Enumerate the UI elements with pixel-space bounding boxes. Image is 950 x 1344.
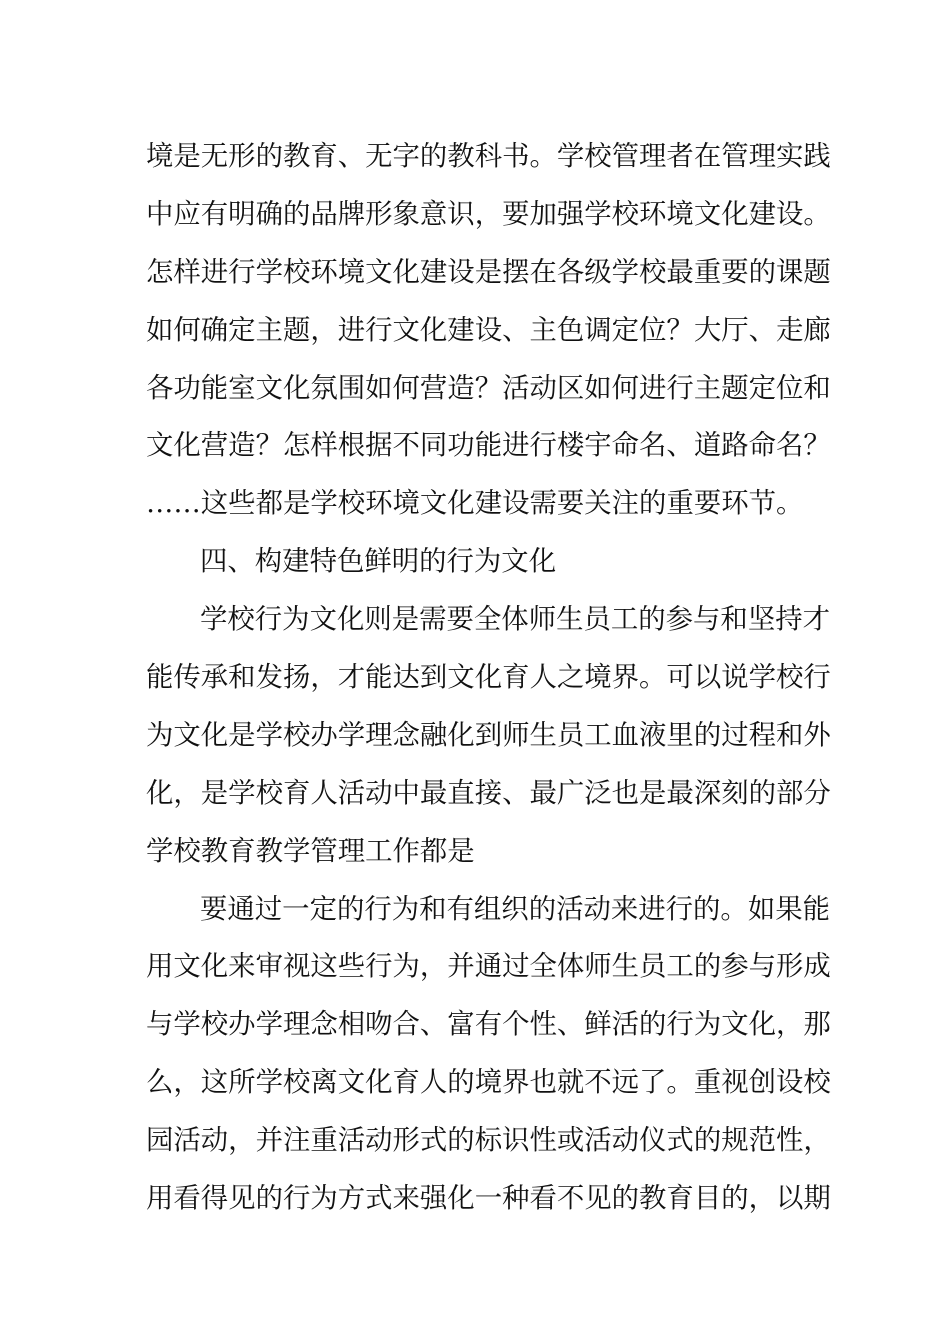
text-line: 学校教育教学管理工作都是 [146, 835, 475, 867]
text-line: 文化营造？怎样根据不同功能进行楼宇命名、道路命名？ [146, 430, 831, 462]
text-line: 怎样进行学校环境文化建设是摆在各级学校最重要的课题 [146, 256, 831, 288]
text-line: 化，是学校育人活动中最直接、最广泛也是最深刻的部分 [146, 777, 831, 809]
text-line: 用看得见的行为方式来强化一种看不见的教育目的，以期 [146, 1183, 831, 1215]
text-line: 为文化是学校办学理念融化到师生员工血液里的过程和外 [146, 719, 831, 751]
text-line: 要通过一定的行为和有组织的活动来进行的。如果能 [200, 893, 830, 925]
body-text [146, 128, 831, 1228]
text-line: 中应有明确的品牌形象意识，要加强学校环境文化建设。 [146, 198, 831, 230]
text-line: 用文化来审视这些行为，并通过全体师生员工的参与形成 [146, 951, 831, 983]
text-line: 与学校办学理念相吻合、富有个性、鲜活的行为文化，那 [146, 1009, 831, 1041]
text-line: 么，这所学校离文化育人的境界也就不远了。重视创设校 [146, 1067, 831, 1099]
text-line: 学校行为文化则是需要全体师生员工的参与和坚持才 [200, 604, 830, 636]
text-line: 能传承和发扬，才能达到文化育人之境界。可以说学校行 [146, 662, 831, 694]
text-line: ……这些都是学校环境文化建设需要关注的重要环节。 [146, 488, 804, 520]
text-line: 如何确定主题，进行文化建设、主色调定位？大厅、走廊 [146, 314, 831, 346]
section-heading: 四、构建特色鲜明的行为文化 [200, 546, 557, 578]
text-line: 境是无形的教育、无字的教科书。学校管理者在管理实践 [146, 141, 831, 172]
text-line: 园活动，并注重活动形式的标识性或活动仪式的规范性， [146, 1125, 831, 1157]
text-line: 各功能室文化氛围如何营造？活动区如何进行主题定位和 [146, 372, 831, 404]
